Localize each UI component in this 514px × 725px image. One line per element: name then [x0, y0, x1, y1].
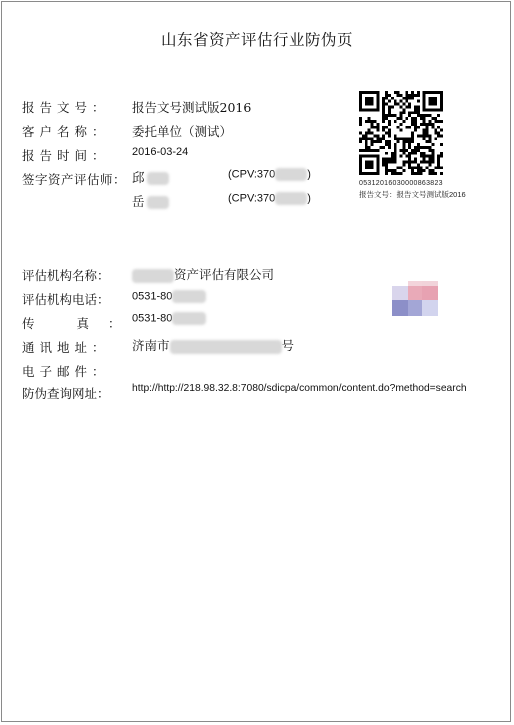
appraiser-row [132, 168, 169, 186]
appraiser-name: 岳 [132, 194, 145, 209]
redacted-agency-name [132, 269, 174, 283]
appraisers-label: 签字资产评估师： [22, 172, 127, 187]
appraiser-cpv: (CPV:370 ) [228, 192, 311, 205]
agency-name-label: 评估机构名称： [22, 268, 110, 283]
address-label: 通讯地址： [22, 340, 110, 355]
redacted-fax [172, 312, 206, 325]
qr-serial-number: 05312016030000863823 [359, 180, 443, 187]
client-name-label: 客户名称： [22, 124, 110, 139]
email-label: 电子邮件： [22, 364, 110, 379]
address-value: 济南市 号 [132, 338, 295, 353]
report-date-label: 报告时间： [22, 148, 110, 163]
redacted-phone [172, 290, 206, 303]
redacted-cpv [275, 168, 307, 181]
redacted-cpv [275, 192, 307, 205]
report-date-value: 2016-03-24 [132, 146, 189, 158]
pixelated-seal-image [392, 281, 438, 317]
verification-url-label: 防伪查询网址： [22, 386, 110, 401]
fax-value: 0531-80 [132, 312, 206, 325]
redacted-name [147, 196, 169, 209]
appraiser-row [132, 192, 169, 210]
qr-caption: 报告文号：报告文号测试版2016 [359, 190, 466, 199]
agency-name-value: 资产评估有限公司 [132, 265, 274, 283]
agency-phone-value: 0531-80 [132, 290, 206, 303]
report-number-label: 报告文号： [22, 100, 110, 115]
appraiser-cpv: (CPV:370 ) [228, 168, 311, 181]
redacted-name [147, 172, 169, 185]
verification-url-value[interactable]: http://http://218.98.32.8:7080/sdicpa/common/content.do?method=search [132, 383, 467, 394]
appraiser-name: 邱 [132, 170, 145, 185]
redacted-address [170, 340, 282, 354]
client-name-value: 委托单位（测试） [132, 124, 233, 139]
report-number-value: 报告文号测试版2016 [132, 100, 252, 115]
page-title: 山东省资产评估行业防伪页 [160, 31, 353, 49]
fax-label: 传 真： [22, 316, 140, 331]
agency-phone-label: 评估机构电话： [22, 292, 110, 307]
qr-code-image [359, 91, 443, 175]
